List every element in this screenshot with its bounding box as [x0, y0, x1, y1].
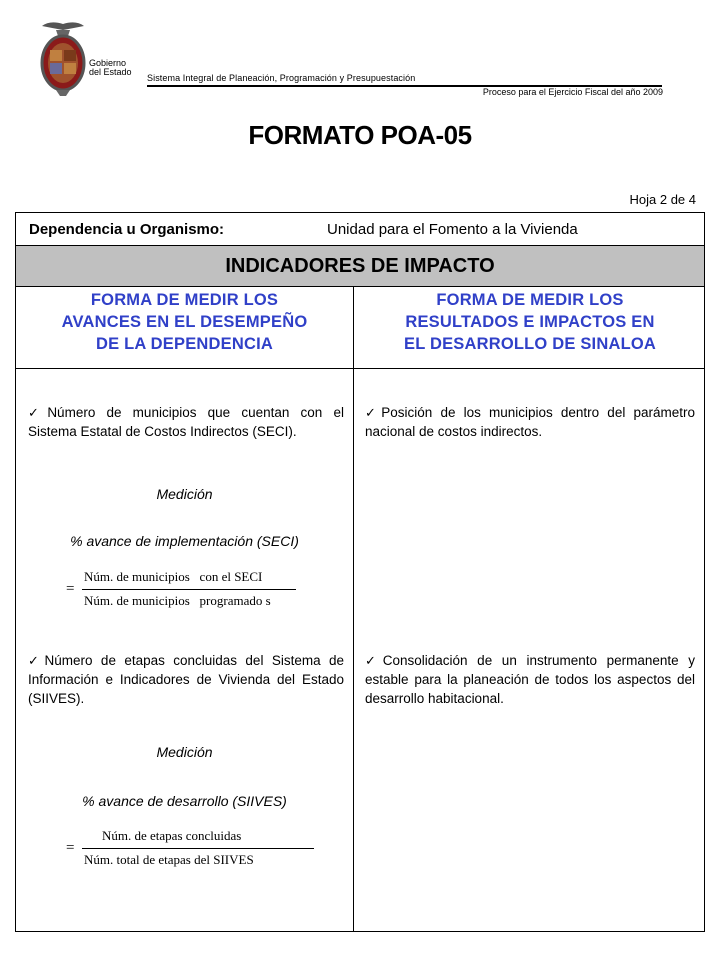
- impact-text: Consolidación de un instrumento permanente y estable para la planeación de todos los aspectos del desarrollo habitacional.: [365, 653, 695, 706]
- divider: [16, 368, 704, 369]
- proceso-subtitle: Proceso para el Ejercicio Fiscal del año 2009: [482, 87, 663, 97]
- checkmark-icon: ✓: [365, 405, 381, 420]
- page-number: Hoja 2 de 4: [629, 192, 696, 207]
- checkmark-icon: ✓: [365, 653, 382, 668]
- column-divider: [353, 287, 354, 931]
- indicator-item: [28, 651, 344, 708]
- column-header-line: FORMA DE MEDIR LOS: [436, 291, 624, 309]
- fraction-bar: [82, 589, 296, 590]
- column-header-line: RESULTADOS E IMPACTOS EN: [405, 313, 655, 331]
- sistema-subtitle: Sistema Integral de Planeación, Programación y Presupuestación: [147, 73, 416, 83]
- dependencia-value: Unidad para el Fomento a la Vivienda: [327, 221, 578, 238]
- column-header-left: [16, 289, 353, 355]
- formula: [66, 569, 326, 613]
- medicion-label: Medición: [156, 486, 213, 502]
- impact-text: Posición de los municipios dentro del parámetro nacional de costos indirectos.: [365, 405, 695, 439]
- impact-item: [365, 651, 695, 708]
- section-title: INDICADORES DE IMPACTO: [16, 246, 704, 286]
- indicator-text: Número de municipios que cuentan con el Sistema Estatal de Costos Indirectos (SECI).: [28, 405, 344, 439]
- column-header-line: AVANCES EN EL DESEMPEÑO: [61, 313, 308, 331]
- page-title: FORMATO POA-05: [248, 120, 472, 150]
- dependencia-row: [16, 213, 704, 245]
- checkmark-icon: ✓: [28, 405, 47, 420]
- column-header-line: FORMA DE MEDIR LOS: [90, 291, 279, 309]
- indicator-item: [28, 403, 344, 441]
- formula-label: % avance de desarrollo (SIIVES): [82, 793, 287, 809]
- fraction-bar: [82, 848, 314, 849]
- equals-sign: =: [66, 581, 75, 597]
- formula: [66, 828, 326, 872]
- dependencia-label: Dependencia u Organismo:: [29, 221, 225, 238]
- gobierno-line-2: del Estado: [89, 67, 132, 77]
- column-header-right: [354, 289, 706, 355]
- medicion-label: Medición: [156, 744, 213, 760]
- state-seal-logo: [36, 18, 90, 98]
- poa-table: [15, 212, 705, 932]
- impact-item: [365, 403, 695, 441]
- gobierno-line-1: Gobierno: [89, 58, 127, 68]
- divider: [16, 286, 704, 287]
- column-header-line: DE LA DEPENDENCIA: [96, 335, 273, 353]
- formula-denominator: Núm. total de etapas del SIIVES: [84, 852, 254, 867]
- formula-denominator: Núm. de municipios programado s: [84, 593, 271, 608]
- gobierno-del-estado-label: [89, 59, 132, 77]
- checkmark-icon: ✓: [28, 653, 44, 668]
- formula-numerator: Núm. de municipios con el SECI: [84, 569, 263, 584]
- column-header-line: EL DESARROLLO DE SINALOA: [403, 335, 656, 353]
- formula-label: % avance de implementación (SECI): [70, 533, 299, 549]
- indicator-text: Número de etapas concluidas del Sistema de Información e Indicadores de Vivienda del Estado (SIIVES).: [28, 653, 344, 706]
- equals-sign: =: [66, 840, 75, 856]
- formula-numerator: Núm. de etapas concluidas: [102, 828, 242, 843]
